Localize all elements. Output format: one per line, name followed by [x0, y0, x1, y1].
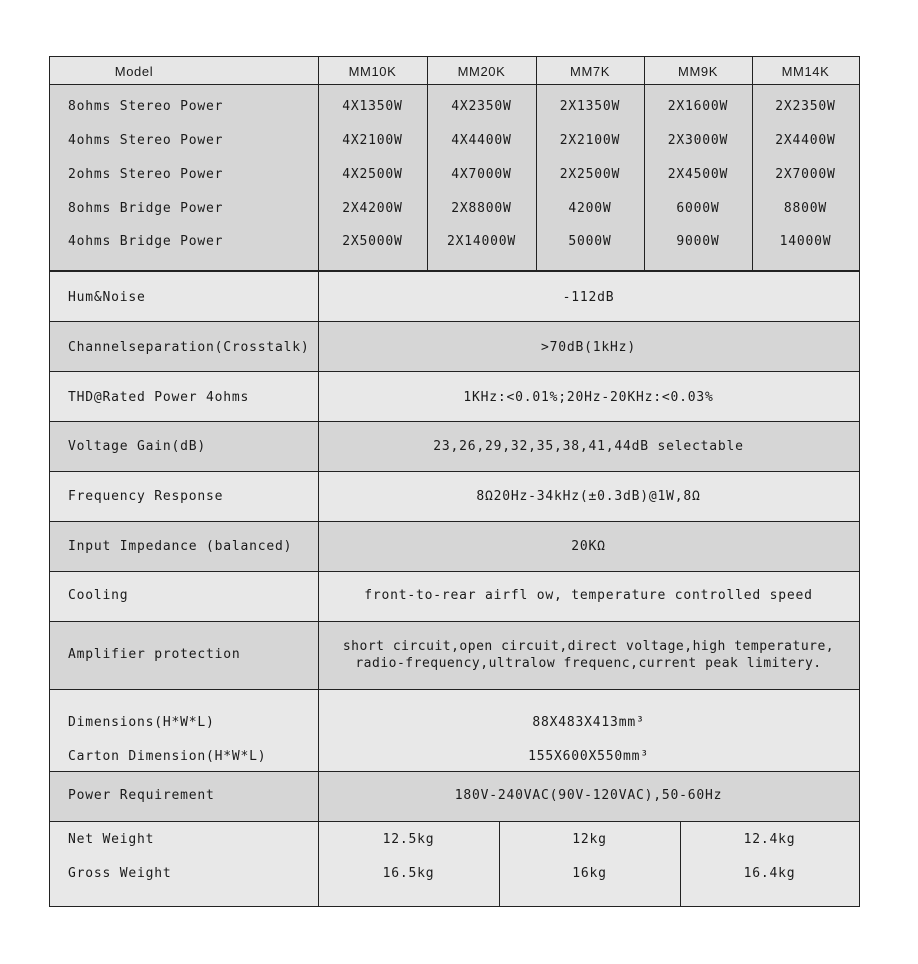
- row-label: 4ohms Stereo Power: [68, 133, 224, 148]
- divider: [50, 821, 859, 822]
- divider: [752, 57, 753, 271]
- spec-value: 155X600X550mm³: [528, 749, 649, 764]
- divider: [50, 771, 859, 772]
- table-cell: 4200W: [568, 201, 612, 216]
- divider: [50, 84, 859, 85]
- spec-value: -112dB: [562, 290, 615, 305]
- row-label: 8ohms Bridge Power: [68, 201, 224, 216]
- table-cell: 2X2100W: [559, 133, 621, 148]
- protection-line: short circuit,open circuit,direct voltage,high temperature,: [342, 639, 835, 654]
- model-name: MM9K: [678, 63, 718, 79]
- table-cell: 2X2500W: [559, 167, 621, 182]
- weight-value: 16kg: [572, 866, 607, 881]
- divider: [318, 57, 319, 906]
- weight-value: 16.5kg: [382, 866, 435, 881]
- model-header: Model: [114, 63, 154, 79]
- table-cell: 4X4400W: [451, 133, 512, 148]
- divider: [50, 321, 859, 322]
- table-cell: 4X2350W: [451, 99, 512, 114]
- table-cell: 2X4500W: [667, 167, 729, 182]
- table-cell: 2X8800W: [451, 201, 512, 216]
- spec-label: Input Impedance (balanced): [68, 539, 293, 554]
- weight-value: 16.4kg: [743, 866, 796, 881]
- table-cell: 2X2350W: [775, 99, 836, 114]
- table-cell: 2X4400W: [775, 133, 836, 148]
- table-cell: 4X1350W: [342, 99, 403, 114]
- spec-table: [49, 56, 860, 907]
- spec-value: 8Ω20Hz-34kHz(±0.3dB)@1W,8Ω: [476, 489, 701, 504]
- row-label: 8ohms Stereo Power: [68, 99, 224, 114]
- divider: [50, 371, 859, 372]
- spec-value: 20KΩ: [571, 539, 606, 554]
- table-cell: 2X7000W: [775, 167, 836, 182]
- divider: [50, 621, 859, 622]
- divider: [50, 571, 859, 572]
- spec-label: Net Weight: [68, 832, 155, 847]
- spec-value: 88X483X413mm³: [532, 715, 645, 730]
- table-cell: 2X1600W: [667, 99, 729, 114]
- spec-value: 23,26,29,32,35,38,41,44dB selectable: [433, 439, 744, 454]
- spec-label: Cooling: [68, 588, 129, 603]
- spec-label: Carton Dimension(H*W*L): [68, 749, 267, 764]
- divider: [499, 822, 500, 906]
- spec-value: >70dB(1kHz): [541, 340, 636, 355]
- model-name: MM10K: [348, 63, 397, 79]
- spec-value: 1KHz:<0.01%;20Hz-20KHz:<0.03%: [463, 390, 714, 405]
- table-cell: 6000W: [676, 201, 720, 216]
- weight-value: 12.5kg: [382, 832, 435, 847]
- divider: [427, 57, 428, 271]
- spec-label: THD@Rated Power 4ohms: [68, 390, 250, 405]
- table-cell: 2X5000W: [342, 234, 403, 249]
- divider: [536, 57, 537, 271]
- model-name: MM7K: [570, 63, 610, 79]
- divider: [50, 270, 859, 272]
- weight-value: 12kg: [572, 832, 607, 847]
- spec-label: Amplifier protection: [68, 647, 241, 662]
- model-name: MM14K: [781, 63, 830, 79]
- table-cell: 9000W: [676, 234, 720, 249]
- table-cell: 2X4200W: [342, 201, 403, 216]
- table-cell: 8800W: [783, 201, 828, 216]
- protection-line: radio-frequency,ultralow frequenc,current peak limitery.: [355, 656, 822, 671]
- model-name: MM20K: [457, 63, 506, 79]
- table-cell: 2X3000W: [667, 133, 729, 148]
- spec-label: Frequency Response: [68, 489, 224, 504]
- table-cell: 2X14000W: [446, 234, 516, 249]
- row-label: 2ohms Stereo Power: [68, 167, 224, 182]
- table-cell: 5000W: [568, 234, 612, 249]
- divider: [644, 57, 645, 271]
- table-cell: 14000W: [779, 234, 832, 249]
- weight-value: 12.4kg: [743, 832, 796, 847]
- table-cell: 4X2500W: [342, 167, 403, 182]
- table-cell: 2X1350W: [559, 99, 621, 114]
- spec-value: 180V-240VAC(90V-120VAC),50-60Hz: [454, 788, 723, 803]
- divider: [50, 689, 859, 690]
- spec-label: Dimensions(H*W*L): [68, 715, 215, 730]
- table-cell: 4X2100W: [342, 133, 403, 148]
- spec-label: Voltage Gain(dB): [68, 439, 207, 454]
- spec-value: front-to-rear airfl ow, temperature controlled speed: [364, 588, 813, 603]
- spec-label: Gross Weight: [68, 866, 172, 881]
- table-cell: 4X7000W: [451, 167, 512, 182]
- divider: [50, 521, 859, 522]
- divider: [50, 421, 859, 422]
- spec-label: Hum&Noise: [68, 290, 146, 305]
- spec-label: Channelseparation(Crosstalk): [68, 340, 310, 355]
- divider: [680, 822, 681, 906]
- spec-label: Power Requirement: [68, 788, 215, 803]
- row-label: 4ohms Bridge Power: [68, 234, 224, 249]
- divider: [50, 471, 859, 472]
